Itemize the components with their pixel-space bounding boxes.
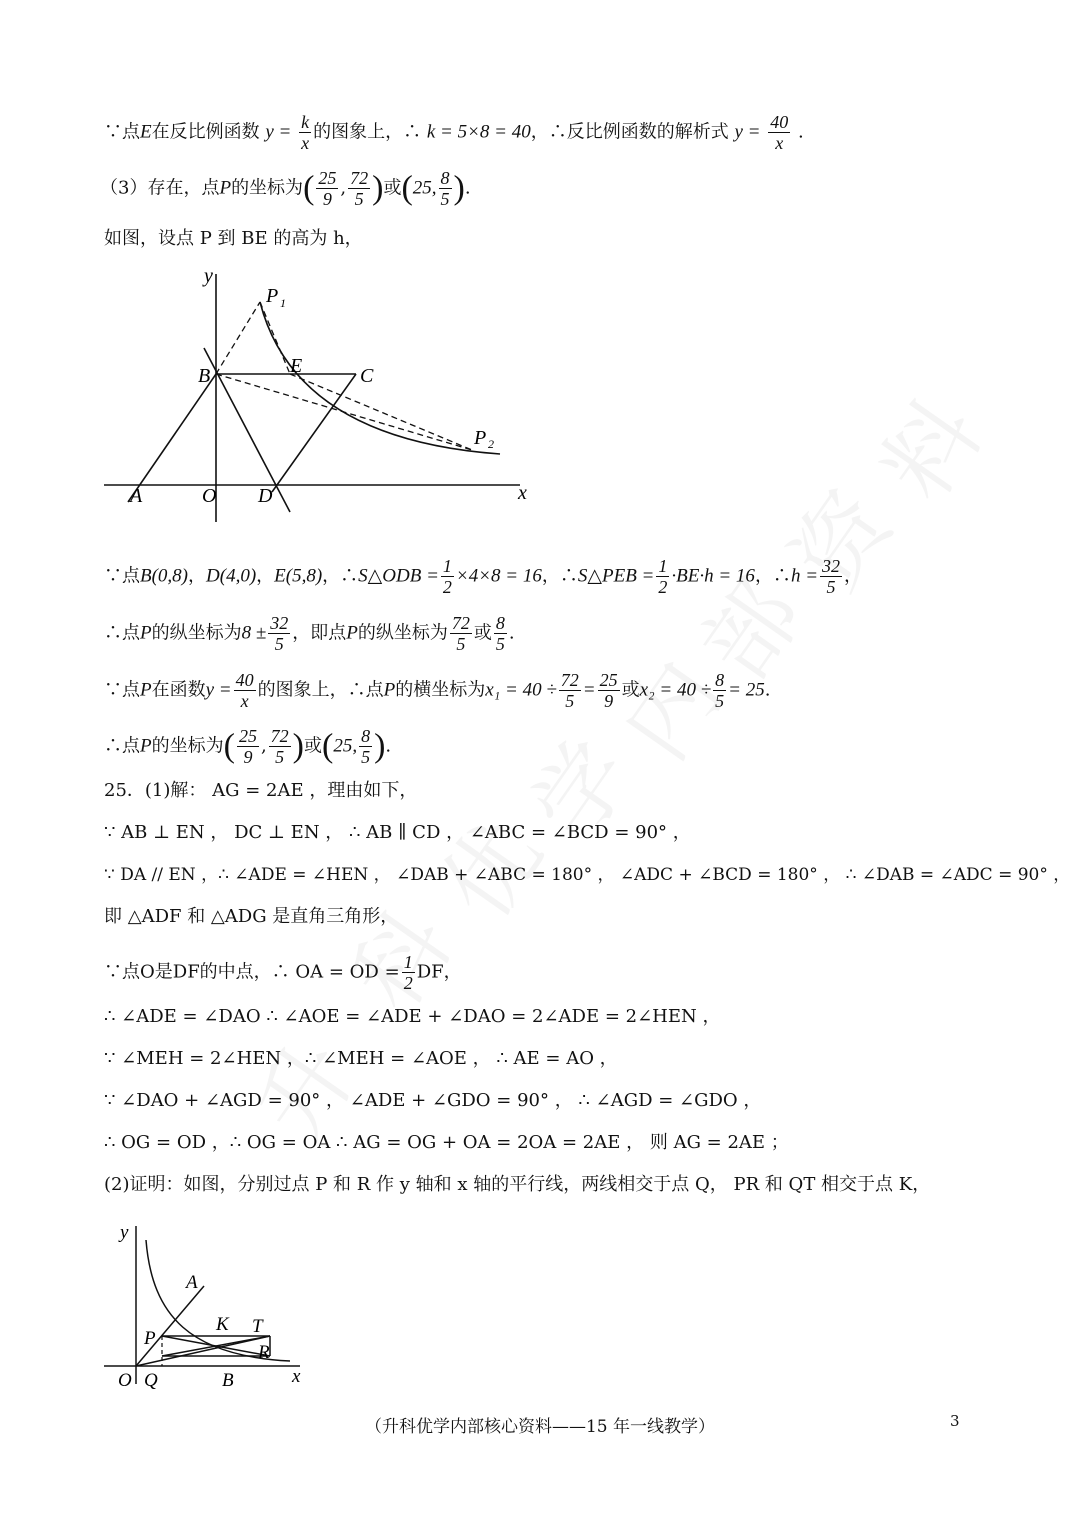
label-a: A bbox=[186, 1272, 198, 1293]
text-line-15: ∵ ∠DAO + ∠AGD = 90° ， ∠ADE + ∠GDO = 90° ， ∴ ∠AGD = ∠GDO ， bbox=[104, 1090, 762, 1111]
text: ，∴反比例函数的解析式 bbox=[530, 121, 729, 143]
text: 的坐标为 bbox=[231, 177, 304, 199]
math: y = bbox=[734, 121, 761, 143]
label-p2: P bbox=[474, 427, 487, 449]
label-r: R bbox=[258, 1342, 270, 1363]
math: k = 5×8 = 40 bbox=[426, 121, 531, 143]
label-p: P bbox=[144, 1328, 156, 1349]
label-p2-sub: 2 bbox=[488, 437, 494, 451]
label-o: O bbox=[202, 485, 217, 507]
label-p1: P bbox=[266, 285, 279, 307]
watermark-char bbox=[846, 370, 1007, 521]
label-k: K bbox=[216, 1314, 229, 1335]
page-number: 3 bbox=[950, 1412, 960, 1430]
label-y: y bbox=[120, 1222, 129, 1243]
label-d: D bbox=[258, 485, 273, 507]
text-line-8: 25．(1)解： AG = 2AE ，理由如下， bbox=[104, 780, 418, 801]
text-line-6: ∵点P在函数y = $\frac{40}{x}$ 的图象上，∴点P的横坐标为x₁ = 40 ÷ $\frac{72}{5}$ = $\frac{25}{9}$ 或x₂ = 40 ÷ $\frac{8}{5}$ = 25. bbox=[104, 670, 771, 711]
label-b: B bbox=[198, 365, 211, 387]
label-x: x bbox=[518, 482, 527, 504]
label-c: C bbox=[360, 365, 374, 387]
figure-2 bbox=[100, 1216, 320, 1396]
text-line-7: ∴点P的坐标为( $\frac{25}{9}$ , $\frac{72}{5}$ )或(25, $\frac{8}{5}$ ). bbox=[104, 726, 392, 767]
fraction: $\frac{8}{5}$ bbox=[440, 168, 450, 209]
text-line-11: 即 △ADF 和 △ADG 是直角三角形， bbox=[104, 906, 399, 927]
hyperbola bbox=[260, 302, 500, 454]
fraction: $\frac{25}{9}$ bbox=[318, 168, 337, 209]
line-ab bbox=[128, 374, 216, 502]
label-b: B bbox=[222, 1370, 234, 1391]
label-y: y bbox=[204, 265, 213, 287]
label-x: x bbox=[292, 1366, 301, 1387]
text-line-14: ∵ ∠MEH = 2∠HEN ，∴ ∠MEH = ∠AOE ， ∴ AE = AO ， bbox=[104, 1048, 618, 1069]
text-line-16: ∴ OG = OD ，∴ OG = OA ∴ AG = OG + OA = 2OA = 2AE ， 则 AG = 2AE ； bbox=[104, 1132, 789, 1153]
math: 25, bbox=[412, 177, 437, 199]
text-line-17: (2)证明：如图，分别过点 P 和 R 作 y 轴和 x 轴的平行线，两线相交于点 Q， PR 和 QT 相交于点 K， bbox=[104, 1174, 931, 1195]
text-line-5: ∴点P的纵坐标为8 ± $\frac{32}{5}$ ，即点P的纵坐标为 $\frac{72}{5}$ 或 $\frac{8}{5}$ . bbox=[104, 613, 515, 654]
text: 在反比例函数 bbox=[151, 121, 260, 143]
label-e: E bbox=[290, 355, 303, 377]
text-line-3: 如图，设点 P 到 BE 的高为 h， bbox=[104, 228, 363, 249]
text-line-2: （3）存在，点P的坐标为( $\frac{25}{9}$ , $\frac{72}{5}$ )或(25, $\frac{8}{5}$ ). bbox=[100, 168, 471, 209]
text: . bbox=[797, 121, 804, 143]
fraction: $\frac{72}{5}$ bbox=[350, 168, 369, 209]
label-t: T bbox=[252, 1316, 263, 1337]
label-q: Q bbox=[144, 1370, 158, 1391]
text-line-9: ∵ AB ⊥ EN ， DC ⊥ EN ， ∴ AB ∥ CD ， ∠ABC = ∠BCD = 90° ， bbox=[104, 822, 691, 843]
footer-text: （升科优学内部核心资料——15 年一线教学） bbox=[364, 1417, 716, 1437]
text: 或 bbox=[383, 177, 402, 199]
label-p1-sub: 1 bbox=[280, 296, 286, 310]
figure-1 bbox=[100, 262, 540, 522]
fraction: $\frac{40}{x}$ bbox=[770, 112, 789, 153]
label-o: O bbox=[118, 1370, 132, 1391]
math: P bbox=[219, 177, 232, 199]
math: E bbox=[140, 121, 152, 143]
text-line-10: ∵ DA // EN ，∴ ∠ADE = ∠HEN ， ∠DAB + ∠ABC = 180° ， ∠ADC + ∠BCD = 180° ， ∴ ∠DAB = ∠ADC = 90° ， bbox=[104, 865, 1071, 885]
text: 的图象上，∴ bbox=[313, 121, 422, 143]
fraction: $\frac{k}{x}$ bbox=[301, 112, 310, 153]
text-line-1 bbox=[104, 112, 804, 153]
math: y = bbox=[265, 121, 292, 143]
text-line-13: ∴ ∠ADE = ∠DAO ∴ ∠AOE = ∠ADE + ∠DAO = 2∠ADE = 2∠HEN ， bbox=[104, 1006, 721, 1027]
text-line-12: ∵点O是DF的中点，∴ OA = OD = $\frac{1}{2}$ DF， bbox=[104, 952, 462, 993]
text: （3）存在，点 bbox=[100, 177, 220, 199]
text: ∵点 bbox=[104, 121, 140, 143]
text-line-4: ∵点B(0,8)，D(4,0)，E(5,8)，∴S△ODB = $\frac{1}{2}$ ×4×8 = 16，∴S△PEB = $\frac{1}{2}$ ·BE·h = 16，∴h = $\frac{32}{5}$ ， bbox=[104, 556, 863, 597]
label-a: A bbox=[130, 485, 143, 507]
